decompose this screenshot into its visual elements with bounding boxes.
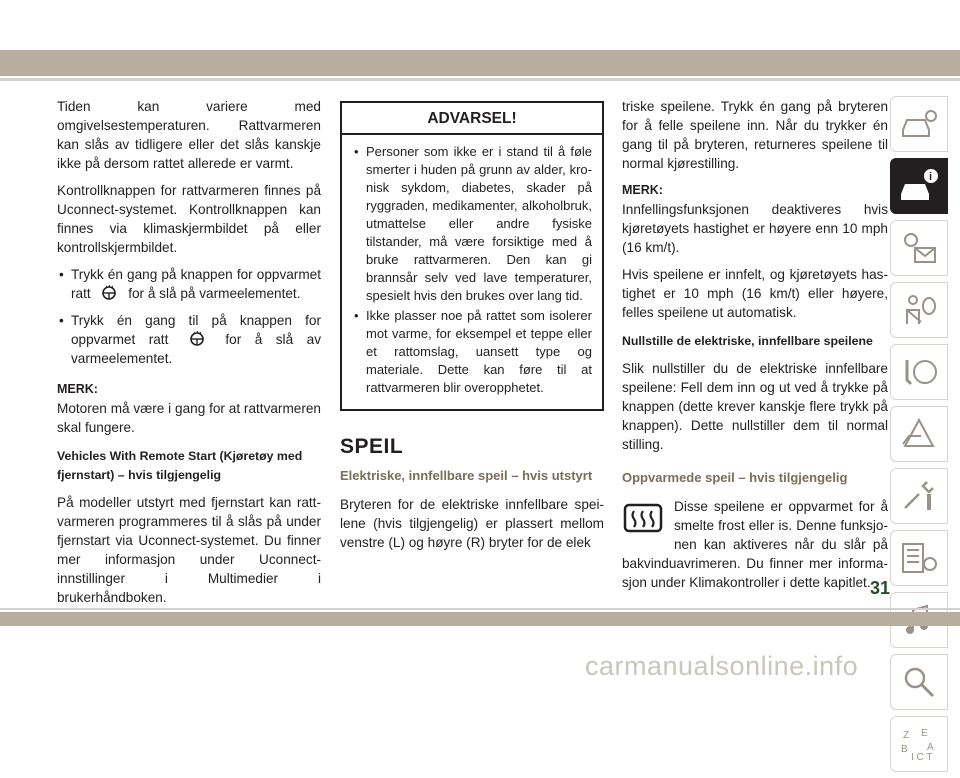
list-item — [57, 311, 321, 368]
bullet-text: Trykk én gang til på knappen for oppvarmet ratt — [71, 313, 321, 347]
page-number: 31 — [870, 578, 891, 598]
watermark: carmanualsonline.info — [585, 651, 859, 681]
left-column — [57, 97, 321, 615]
tab-warning-lights[interactable] — [890, 220, 948, 276]
warning-box — [340, 101, 604, 411]
service-tools-icon — [897, 476, 941, 516]
specifications-icon — [897, 538, 941, 578]
header-line — [0, 78, 960, 81]
subsection-heading: Vehicles With Remote Start (Kjøretøy med fjernstart) – hvis tilgjengelig — [57, 449, 303, 482]
paragraph: Disse speilene er oppvarmet for å smelte frost eller is. Denne funksjonen kan aktiveres når du slår på bakvinduavrimeren. Du finner mer informasjon under Klimakontroller i dette kapitlet. — [622, 499, 888, 590]
tab-car-key[interactable] — [890, 96, 948, 152]
svg-text:i: i — [929, 171, 933, 183]
svg-text:A: A — [927, 742, 934, 753]
heated-mirror-block — [622, 497, 888, 592]
tab-service-tools[interactable] — [890, 468, 948, 524]
warning-item: • Ikke plasser noe på rattet som isolerer mot varme, for eksempel et teppe eller et rattomslag, uansett type og materiale. Dette kan føre til at rattvarmeren blir overopphetet. — [352, 307, 592, 397]
heated-steering-wheel-icon — [186, 331, 208, 347]
note-heading: MERK: — [57, 382, 98, 396]
right-column — [622, 97, 891, 600]
paragraph: Bryteren for de elektriske innfellbare speilene (hvis tilgjengelig) er plassert mellom venstre (L) og høyre (R) bryter for de elek — [340, 497, 604, 550]
warning-item: • Personer som ikke er i stand til å føle smerter i huden på grunn av alder, kronisk sykdom, diabetes, skader på ryggraden, medikamenter, alkoholbruk, utmattelse eller andre fysiske tilstander, må være forsiktige med å bruke rattvarmeren. Den kan gi brannsår selv ved lave temperaturer, spesielt hvis den brukes over lang tid. — [352, 143, 592, 305]
tab-language-index[interactable] — [890, 716, 948, 772]
note-text: Innfellingsfunksjonen deaktiveres hvis kjøretøyets hastighet er høyere enn 10 mph (16 km/t). — [622, 202, 888, 255]
warning-body — [342, 135, 602, 409]
footer-line — [0, 608, 960, 610]
paragraph: Kontrollknappen for rattvarmeren finnes på Uconnect-systemet. Kontrollknappen kan finnes via klimaskjermbildet på eller kontrollskjermbildet. — [57, 183, 321, 255]
tab-roadside-emergency[interactable] — [890, 406, 948, 462]
car-key-icon — [897, 104, 941, 144]
car-info-icon — [897, 166, 941, 206]
chapter-tabs — [890, 96, 948, 778]
tab-seatbelt-airbag[interactable] — [890, 282, 948, 338]
paragraph: triske speilene. Trykk én gang på bryteren for å felle speilene inn. Når du trykker én gang til på bryteren, returneres speilene til normal kjørestilling. — [622, 99, 888, 171]
tab-car-info[interactable] — [890, 158, 948, 214]
subsection-title: Elektriske, innfellbare speil – hvis utstyrt — [340, 468, 593, 483]
paragraph: Tiden kan variere med omgivelsestemperaturen. Rattvarmeren kan slås av tidligere eller det slås kanskje ikke på dersom rattet allerede er varmt. — [57, 99, 321, 171]
svg-text:I C T: I C T — [911, 752, 933, 763]
tab-index-search[interactable] — [890, 654, 948, 710]
bullet-text: for å slå av varmeelementet. — [71, 332, 321, 366]
rear-defroster-icon — [622, 501, 664, 535]
bullet-text: for å slå på varmeelementet. — [128, 286, 301, 301]
tab-steering-driving[interactable] — [890, 344, 948, 400]
bullet-text: Trykk én gang på knappen for oppvarmet ratt — [71, 267, 321, 301]
svg-text:B: B — [901, 744, 908, 755]
middle-column — [340, 97, 604, 560]
roadside-emergency-icon — [897, 414, 941, 454]
tab-specifications[interactable] — [890, 530, 948, 586]
subsection-title: Oppvarmede speil – hvis tilgjengelig — [622, 470, 848, 485]
section-title: SPEIL — [340, 435, 404, 458]
note-heading: MERK: — [622, 183, 663, 197]
warning-lights-icon — [897, 228, 941, 268]
language-index-icon — [897, 724, 941, 764]
svg-text:E: E — [921, 728, 928, 739]
paragraph: Hvis speilene er innfelt, og kjøretøyets hastighet er 10 mph (16 km/t) eller høyere, felles speilene ut automatisk. — [622, 267, 888, 320]
steering-driving-icon — [897, 352, 941, 392]
heated-steering-wheel-icon — [98, 285, 120, 301]
footer-band — [0, 612, 960, 626]
seatbelt-airbag-icon — [897, 290, 941, 330]
warning-title: ADVARSEL! — [342, 103, 602, 135]
note-text: Motoren må være i gang for at rattvarmeren skal fungere. — [57, 401, 321, 435]
index-search-icon — [897, 662, 941, 702]
paragraph: Slik nullstiller du de elektriske innfellbare speilene: Fell dem inn og ut ved å trykke på knappen (dette krever kanskje flere trykk på knappen). Dette nullstiller dem til normal stilling. — [622, 361, 888, 452]
list-item — [57, 265, 321, 303]
header-band — [0, 0, 960, 52]
header-stripe — [0, 50, 960, 76]
svg-text:Z: Z — [903, 730, 910, 741]
subsection-heading: Nullstille de elektriske, innfellbare speilene — [622, 334, 873, 348]
paragraph: På modeller utstyrt med fjernstart kan rattvarmeren programmeres til å slås på under fjernstart via Uconnect-systemet. Du finner mer informasjon under Uconnect-innstillinger i Multimedier i brukerhåndboken. — [57, 495, 321, 605]
